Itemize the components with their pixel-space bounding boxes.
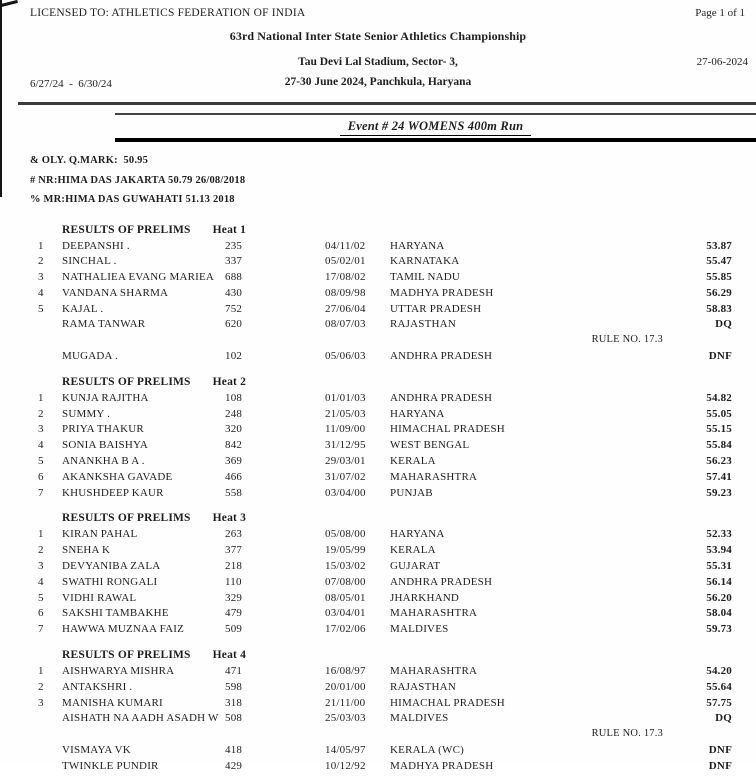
result-row xyxy=(0,744,756,760)
birth-date: 05/08/00 xyxy=(325,528,366,541)
athlete-name: TWINKLE PUNDIR xyxy=(62,759,159,772)
birth-date: 08/07/03 xyxy=(325,318,366,331)
birth-date: 16/08/97 xyxy=(325,665,366,678)
result-mark: 56.23 xyxy=(706,455,732,468)
result-row xyxy=(0,439,756,455)
result-row xyxy=(0,255,756,271)
place-number: 5 xyxy=(38,591,44,604)
bib-number: 218 xyxy=(225,560,243,573)
athlete-name: SUMMY . xyxy=(62,407,111,420)
result-row xyxy=(0,487,756,503)
birth-date: 11/09/00 xyxy=(325,423,366,436)
bib-number: 842 xyxy=(225,439,243,452)
birth-date: 05/06/03 xyxy=(325,350,366,363)
birth-date: 05/02/01 xyxy=(325,255,366,268)
meet-record: % MR:HIMA DAS GUWAHATI 51.13 2018 xyxy=(30,194,235,205)
bib-number: 479 xyxy=(225,607,243,620)
bib-number: 235 xyxy=(225,239,243,252)
results-of-prelims-label: RESULTS OF PRELIMS xyxy=(62,223,191,236)
licensed-to-text: LICENSED TO: ATHLETICS FEDERATION OF INDIA xyxy=(30,7,306,19)
bib-number: 318 xyxy=(225,696,243,709)
result-mark: 55.84 xyxy=(706,439,732,452)
result-mark: 58.83 xyxy=(706,302,732,315)
result-row xyxy=(0,544,756,560)
team-name: MADHYA PRADESH xyxy=(390,759,494,772)
page-indicator: Page 1 of 1 xyxy=(695,7,745,19)
result-row xyxy=(0,350,756,366)
place-number: 2 xyxy=(38,255,44,268)
bib-number: 471 xyxy=(225,665,243,678)
athlete-name: DEVYANIBA ZALA xyxy=(62,560,161,573)
place-number: 7 xyxy=(38,486,44,499)
result-mark: 56.29 xyxy=(706,286,732,299)
result-row xyxy=(0,665,756,681)
heat-number-label: Heat 3 xyxy=(212,512,247,525)
result-mark: 55.15 xyxy=(706,423,732,436)
team-name: MAHARASHTRA xyxy=(390,470,478,483)
birth-date: 27/06/04 xyxy=(325,302,366,315)
result-mark: 56.20 xyxy=(706,591,732,604)
result-mark: DNF xyxy=(708,350,732,363)
result-mark: 55.85 xyxy=(706,271,732,284)
bib-number: 688 xyxy=(225,271,243,284)
heat-section xyxy=(0,224,756,366)
birth-date: 21/05/03 xyxy=(325,407,366,420)
birth-date: 04/11/02 xyxy=(325,239,366,252)
result-row xyxy=(0,303,756,319)
bib-number: 329 xyxy=(225,591,243,604)
team-name: HIMACHAL PRADESH xyxy=(390,423,505,436)
team-name: KERALA xyxy=(390,544,436,557)
birth-date: 19/05/99 xyxy=(325,544,366,557)
birth-date: 31/12/95 xyxy=(325,439,366,452)
team-name: WEST BENGAL xyxy=(390,439,470,452)
birth-date: 21/11/00 xyxy=(325,696,366,709)
bib-number: 320 xyxy=(225,423,243,436)
result-mark: 58.04 xyxy=(706,607,732,620)
result-mark: 56.14 xyxy=(706,575,732,588)
athlete-name: RAMA TANWAR xyxy=(62,318,146,331)
place-number: 3 xyxy=(38,560,44,573)
print-date: 27-06-2024 xyxy=(696,56,748,68)
result-mark: 54.20 xyxy=(706,665,732,678)
team-name: RAJASTHAN xyxy=(390,318,456,331)
result-row xyxy=(0,318,756,334)
result-mark: 55.64 xyxy=(706,680,732,693)
bib-number: 620 xyxy=(225,318,243,331)
athlete-name: DEEPANSHI . xyxy=(62,239,130,252)
place-number: 4 xyxy=(38,286,44,299)
national-record: # NR:HIMA DAS JAKARTA 50.79 26/08/2018 xyxy=(30,174,246,186)
place-number: 2 xyxy=(38,407,44,420)
header-divider-rule xyxy=(18,102,756,105)
birth-date: 15/03/02 xyxy=(325,560,366,573)
result-mark: 55.31 xyxy=(706,560,732,573)
heat-header xyxy=(0,224,756,240)
team-name: ANDHRA PRADESH xyxy=(390,350,493,363)
place-number: 7 xyxy=(38,623,44,636)
birth-date: 03/04/00 xyxy=(325,486,366,499)
heat-header xyxy=(0,376,756,392)
bib-number: 430 xyxy=(225,286,243,299)
result-row xyxy=(0,592,756,608)
result-mark: DQ xyxy=(715,318,732,331)
place-number: 1 xyxy=(38,239,44,252)
result-mark: DNF xyxy=(708,744,732,757)
birth-date: 17/08/02 xyxy=(325,271,366,284)
athlete-name: SNEHA K xyxy=(62,544,111,557)
bib-number: 429 xyxy=(225,759,243,772)
athlete-name: KHUSHDEEP KAUR xyxy=(62,486,164,499)
athlete-name: NATHALIEA EVANG MARIEA xyxy=(62,271,215,284)
result-row xyxy=(0,423,756,439)
bib-number: 337 xyxy=(225,255,243,268)
place-number: 5 xyxy=(38,302,44,315)
bib-number: 110 xyxy=(225,575,242,588)
bib-number: 509 xyxy=(225,623,243,636)
bib-number: 108 xyxy=(225,391,243,404)
olympic-qualifying-mark: & OLY. Q.MARK: 50.95 xyxy=(30,155,149,166)
rule-note: RULE NO. 17.3 xyxy=(591,728,663,740)
document-header xyxy=(0,0,756,95)
result-row xyxy=(0,271,756,287)
team-name: KERALA xyxy=(390,455,436,468)
place-number: 2 xyxy=(38,680,44,693)
team-name: HIMACHAL PRADESH xyxy=(390,696,505,709)
event-banner xyxy=(115,113,756,142)
result-mark: 55.47 xyxy=(706,255,732,268)
results-of-prelims-label: RESULTS OF PRELIMS xyxy=(62,649,191,662)
bib-number: 418 xyxy=(225,744,243,757)
athlete-name: SONIA BAISHYA xyxy=(62,439,149,452)
team-name: KARNATAKA xyxy=(390,255,460,268)
birth-date: 25/03/03 xyxy=(325,712,366,725)
place-number: 1 xyxy=(38,528,44,541)
birth-date: 03/04/01 xyxy=(325,607,366,620)
heat-number-label: Heat 1 xyxy=(212,223,247,236)
athlete-name: AISHWARYA MISHRA xyxy=(62,665,175,678)
result-row xyxy=(0,697,756,713)
heats-container xyxy=(0,224,756,776)
result-mark: 53.94 xyxy=(706,544,732,557)
birth-date: 14/05/97 xyxy=(325,744,366,757)
result-row xyxy=(0,392,756,408)
result-row xyxy=(0,576,756,592)
team-name: KERALA (WC) xyxy=(390,744,464,757)
bib-number: 377 xyxy=(225,544,243,557)
bib-number: 752 xyxy=(225,302,243,315)
athlete-name: VANDANA SHARMA xyxy=(62,286,169,299)
result-mark: 57.75 xyxy=(706,696,732,709)
place-number: 3 xyxy=(38,696,44,709)
team-name: TAMIL NADU xyxy=(390,271,461,284)
team-name: HARYANA xyxy=(390,528,445,541)
bib-number: 369 xyxy=(225,455,243,468)
venue-text: Tau Devi Lal Stadium, Sector- 3, xyxy=(298,56,458,68)
athlete-name: SWATHI RONGALI xyxy=(62,575,158,588)
result-row xyxy=(0,760,756,776)
place-number: 3 xyxy=(38,423,44,436)
birth-date: 29/03/01 xyxy=(325,455,366,468)
result-row xyxy=(0,712,756,728)
team-name: HARYANA xyxy=(390,239,445,252)
place-number: 1 xyxy=(38,665,44,678)
team-name: PUNJAB xyxy=(390,486,433,499)
place-number: 4 xyxy=(38,439,44,452)
bib-number: 508 xyxy=(225,712,243,725)
athlete-name: KUNJA RAJITHA xyxy=(62,391,149,404)
date-range: 6/27/24 - 6/30/24 xyxy=(30,78,112,90)
result-mark: 52.33 xyxy=(706,528,732,541)
result-mark: 55.05 xyxy=(706,407,732,420)
heat-section xyxy=(0,512,756,639)
records-block xyxy=(30,155,756,214)
birth-date: 08/05/01 xyxy=(325,591,366,604)
team-name: UTTAR PRADESH xyxy=(390,302,482,315)
results-of-prelims-label: RESULTS OF PRELIMS xyxy=(62,375,191,388)
athlete-name: VISMAYA VK xyxy=(62,744,131,757)
birth-date: 10/12/92 xyxy=(325,759,366,772)
result-row xyxy=(0,240,756,256)
bib-number: 466 xyxy=(225,470,243,483)
athlete-name: KAJAL . xyxy=(62,302,104,315)
athlete-name: PRIYA THAKUR xyxy=(62,423,144,436)
result-row xyxy=(0,560,756,576)
event-title: Event # 24 WOMENS 400m Run xyxy=(340,119,532,136)
team-name: ANDHRA PRADESH xyxy=(390,391,493,404)
heat-section xyxy=(0,376,756,503)
athlete-name: VIDHI RAWAL xyxy=(62,591,137,604)
result-row xyxy=(0,455,756,471)
heat-number-label: Heat 2 xyxy=(212,375,247,388)
result-mark: 59.73 xyxy=(706,623,732,636)
athlete-name: AKANKSHA GAVADE xyxy=(62,470,173,483)
team-name: RAJASTHAN xyxy=(390,680,456,693)
bib-number: 248 xyxy=(225,407,243,420)
athlete-name: MANISHA KUMARI xyxy=(62,696,163,709)
heat-header xyxy=(0,512,756,528)
results-of-prelims-label: RESULTS OF PRELIMS xyxy=(62,512,191,525)
birth-date: 31/07/02 xyxy=(325,470,366,483)
result-mark: 59.23 xyxy=(706,486,732,499)
result-row xyxy=(0,471,756,487)
athlete-name: MUGADA . xyxy=(62,350,118,363)
result-mark: 57.41 xyxy=(706,470,732,483)
heat-section xyxy=(0,649,756,776)
birth-date: 08/09/98 xyxy=(325,286,366,299)
place-number: 2 xyxy=(38,544,44,557)
bib-number: 598 xyxy=(225,680,243,693)
athlete-name: KIRAN PAHAL xyxy=(62,528,138,541)
team-name: MAHARASHTRA xyxy=(390,607,478,620)
place-number: 4 xyxy=(38,575,44,588)
birth-date: 01/01/03 xyxy=(325,391,366,404)
place-number: 6 xyxy=(38,470,44,483)
result-mark: DQ xyxy=(715,712,732,725)
heat-header xyxy=(0,649,756,665)
place-number: 1 xyxy=(38,391,44,404)
athlete-name: AISHATH NA AADH ASADH W xyxy=(62,712,219,725)
result-row xyxy=(0,607,756,623)
team-name: MAHARASHTRA xyxy=(390,665,478,678)
athlete-name: SAKSHI TAMBAKHE xyxy=(62,607,169,620)
birth-date: 07/08/00 xyxy=(325,575,366,588)
result-row xyxy=(0,681,756,697)
team-name: MALDIVES xyxy=(390,712,449,725)
athlete-name: ANANKHA B A . xyxy=(62,455,145,468)
bib-number: 263 xyxy=(225,528,243,541)
team-name: JHARKHAND xyxy=(390,591,460,604)
bib-number: 558 xyxy=(225,486,243,499)
championship-title: 63rd National Inter State Senior Athletics Championship xyxy=(229,29,527,43)
bib-number: 102 xyxy=(225,350,243,363)
result-mark: DNF xyxy=(708,759,732,772)
result-mark: 54.82 xyxy=(706,391,732,404)
athlete-name: ANTAKSHRI . xyxy=(62,680,133,693)
birth-date: 20/01/00 xyxy=(325,680,366,693)
athlete-name: HAWWA MUZNAA FAIZ xyxy=(62,623,185,636)
place-number: 3 xyxy=(38,271,44,284)
team-name: ANDHRA PRADESH xyxy=(390,575,493,588)
result-mark: 53.87 xyxy=(706,239,732,252)
result-row xyxy=(0,623,756,639)
event-dates: 27-30 June 2024, Panchkula, Haryana xyxy=(284,76,472,88)
team-name: MADHYA PRADESH xyxy=(390,286,494,299)
heat-number-label: Heat 4 xyxy=(212,649,247,662)
team-name: GUJARAT xyxy=(390,560,441,573)
result-row xyxy=(0,528,756,544)
place-number: 6 xyxy=(38,607,44,620)
athlete-name: SINCHAL . xyxy=(62,255,117,268)
team-name: MALDIVES xyxy=(390,623,449,636)
place-number: 5 xyxy=(38,455,44,468)
result-row xyxy=(0,408,756,424)
result-row xyxy=(0,287,756,303)
team-name: HARYANA xyxy=(390,407,445,420)
birth-date: 17/02/06 xyxy=(325,623,366,636)
rule-note: RULE NO. 17.3 xyxy=(591,334,663,346)
